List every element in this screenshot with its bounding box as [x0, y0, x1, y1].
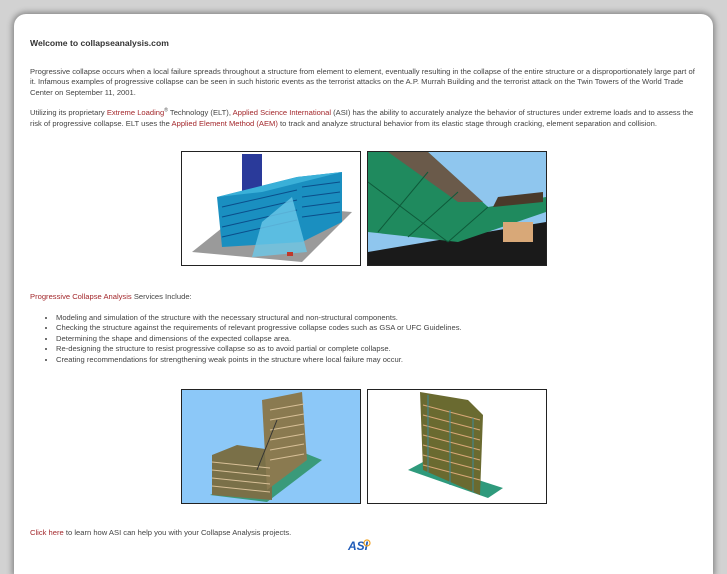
asi-logo-text: ASI [348, 539, 369, 550]
tower-collapse-image [181, 389, 361, 504]
bridge-truss-image [367, 151, 547, 266]
list-item: • Determining the shape and dimensions of the expected collapse area. [56, 334, 698, 345]
list-item: • Checking the structure against the requirements of relevant progressive collapse codes such as GSA or UFC Guidelines. [56, 323, 698, 334]
text: to track and analyze structural behavior from its elastic stage through cracking, element separation and collision. [277, 118, 657, 128]
intro-paragraph: Progressive collapse occurs when a local failure spreads throughout a structure from element to element, eventually resulting in the collapse of the entire structure or a disproportionately large part of it. Infamous examples of progressive collapse can be seen in such historic events as the terrorist attacks on the A.P. Murrah Building and the terrorist attack on the Twin Towers of the World Trade Center on September 11, 2001. [30, 66, 695, 97]
text: Services Include: [131, 292, 192, 301]
list-item: • Modeling and simulation of the structure with the necessary structural and non-structural components. [56, 313, 698, 324]
registered-mark: ® [164, 107, 168, 114]
aem-link[interactable]: Applied Element Method (AEM) [171, 118, 278, 128]
extreme-loading-link[interactable]: Extreme Loading [106, 108, 165, 117]
building-collapse-image [181, 151, 361, 266]
list-item: • Re-designing the structure to resist progressive collapse so as to avoid partial or complete collapse. [56, 344, 698, 355]
page-title: Welcome to collapseanalysis.com [30, 38, 169, 48]
asi-logo[interactable] [334, 537, 374, 549]
services-list [30, 313, 698, 366]
content-panel [14, 14, 713, 574]
highrise-collapse-image [367, 389, 547, 504]
click-here-link[interactable]: Click here [30, 528, 64, 537]
progressive-collapse-analysis-link[interactable]: Progressive Collapse Analysis [30, 292, 132, 301]
elt-paragraph [30, 108, 698, 129]
services-heading [30, 292, 698, 303]
main-content [30, 38, 698, 549]
text: Utilizing its proprietary [30, 108, 107, 117]
list-item: • Creating recommendations for strengthening weak points in the structure where local failure may occur. [56, 355, 698, 366]
top-image-row [30, 151, 698, 266]
text: (ASI) has the ability to accurately analyze the behavior of structures under extreme loads and to assess the risk of progressive collapse. ELT uses the [30, 108, 694, 128]
asi-link[interactable]: Applied Science International [232, 108, 332, 117]
text: to learn how ASI can help you with your Collapse Analysis projects. [63, 528, 292, 537]
bottom-image-row [30, 389, 698, 504]
text: Technology (ELT), [167, 108, 233, 117]
